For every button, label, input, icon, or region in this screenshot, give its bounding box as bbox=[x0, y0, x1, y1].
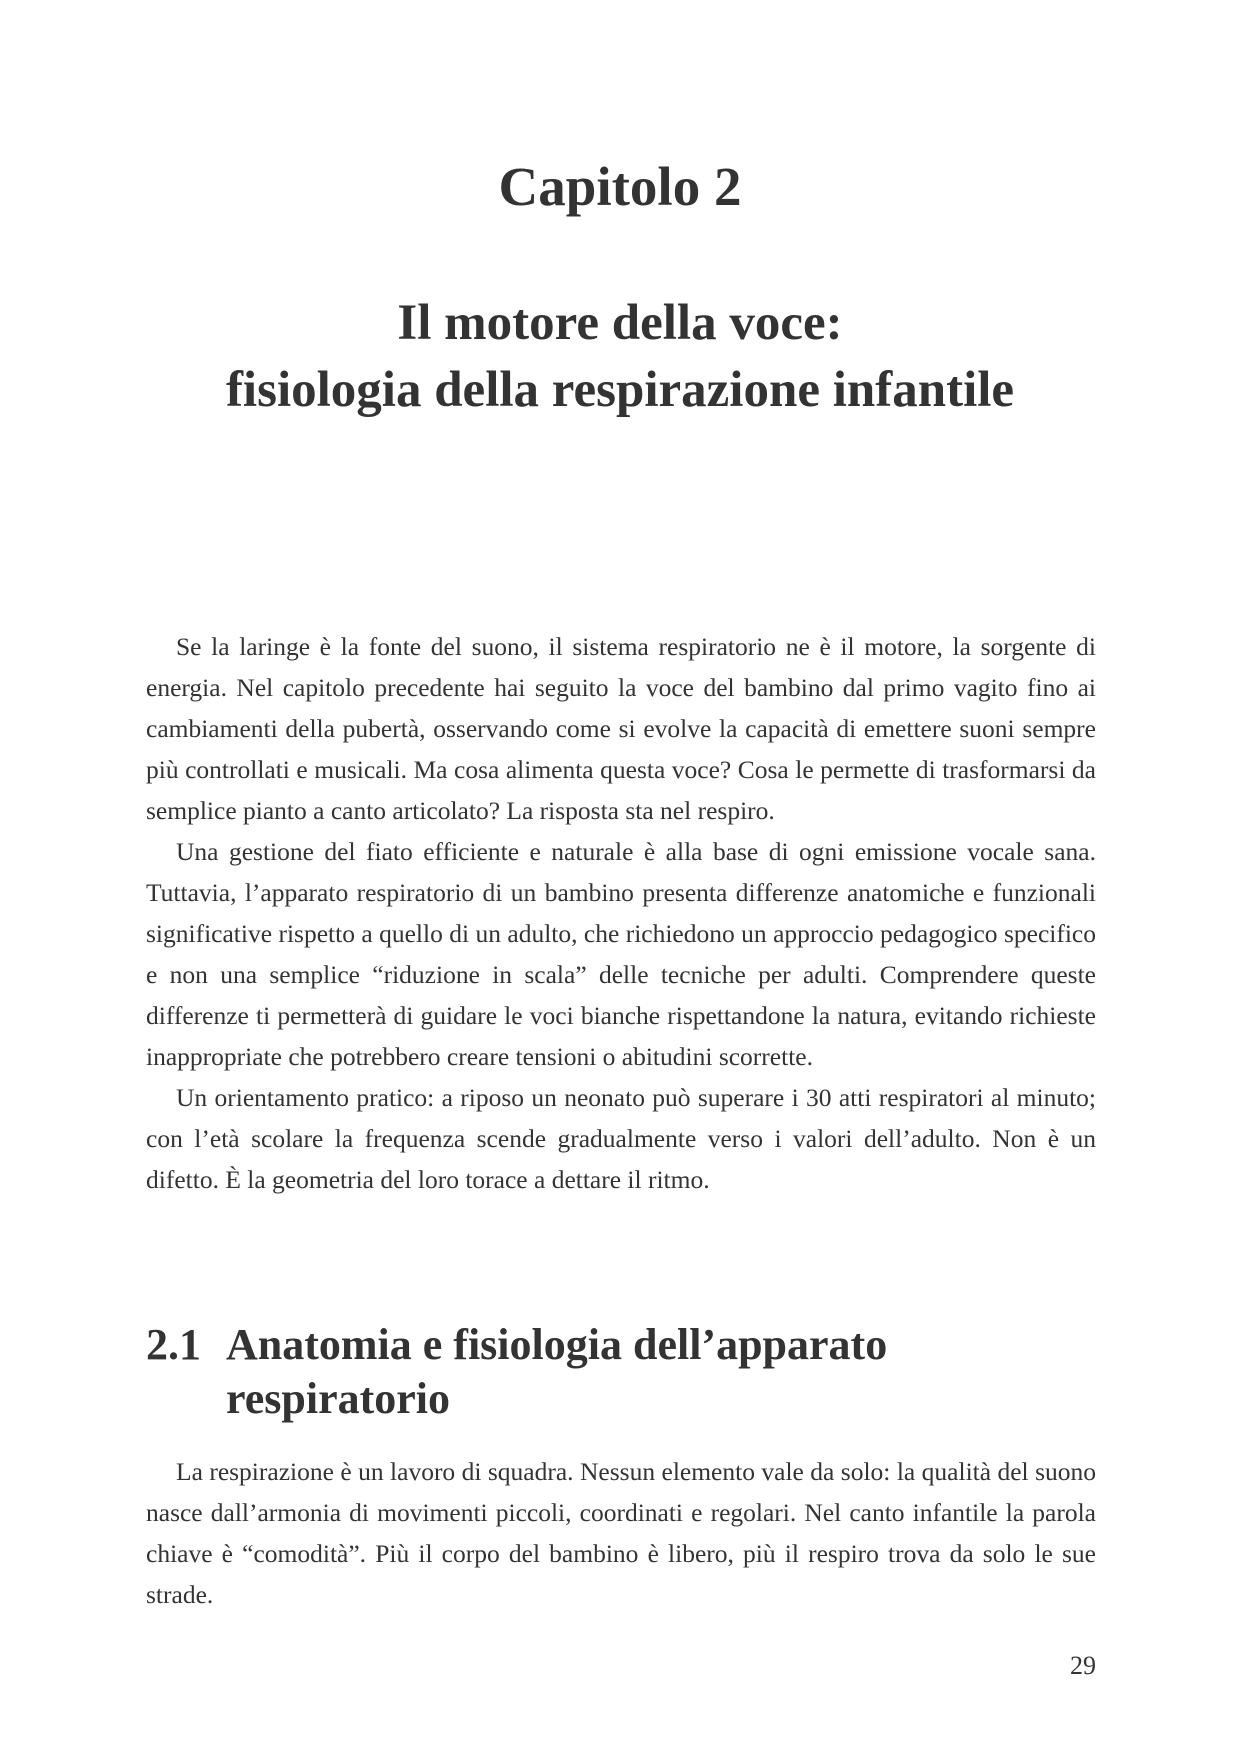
intro-paragraph-3: Un orientamento pratico: a riposo un neonato può superare i 30 atti respiratori al minuto; con l’età scolare la frequenza scende gradualmente verso i valori dell’adulto. Non è un difetto. È la geometria del loro torace a dettare il ritmo. bbox=[146, 1083, 1096, 1194]
page-number: 29 bbox=[1070, 1651, 1096, 1680]
intro-text bbox=[146, 626, 1096, 1200]
section-number: 2.1 bbox=[146, 1320, 201, 1369]
section-paragraph-1: La respirazione è un lavoro di squadra. Nessun elemento vale da solo: la qualità del suono nasce dall’armonia di movimenti piccoli, coordinati e regolari. Nel canto infantile la parola chiave è “comodità”. Più il corpo del bambino è libero, più il respiro trova da solo le sue strade. bbox=[146, 1457, 1096, 1609]
section-text bbox=[146, 1451, 1096, 1615]
chapter-title bbox=[0, 290, 1240, 424]
section-title-line-1: Anatomia e fisiologia dell’apparato bbox=[226, 1320, 888, 1369]
intro-paragraph-1: Se la laringe è la fonte del suono, il sistema respiratorio ne è il motore, la sorgente di energia. Nel capitolo precedente hai seguito la voce del bambino dal primo vagito fino ai cambiamenti della pubertà, osservando come si evolve la capacità di emettere suoni sempre più controllati e musicali. Ma cosa alimenta questa voce? Cosa le permette di trasformarsi da semplice pianto a canto articolato? La risposta sta nel respiro. bbox=[146, 632, 1096, 825]
chapter-title-line-2: fisiologia della respirazione infantile bbox=[225, 362, 1015, 418]
section-heading bbox=[146, 1318, 1096, 1426]
chapter-label: Capitolo 2 bbox=[498, 156, 742, 217]
intro-paragraph-2: Una gestione del fiato efficiente e naturale è alla base di ogni emissione vocale sana. Tuttavia, l’apparato respiratorio di un bambino presenta differenze anatomiche e funzionali significative rispetto a quello di un adulto, che richiedono un approccio pedagogico specifico e non una semplice “riduzione in scala” delle tecniche per adulti. Comprendere queste differenze ti permetterà di guidare le voci bianche rispettandone la natura, evitando richieste inappropriate che potrebbero creare tensioni o abitudini scorrette. bbox=[146, 837, 1096, 1071]
chapter-title-line-1: Il motore della voce: bbox=[397, 295, 843, 351]
section-title-line-2: respiratorio bbox=[226, 1374, 451, 1423]
